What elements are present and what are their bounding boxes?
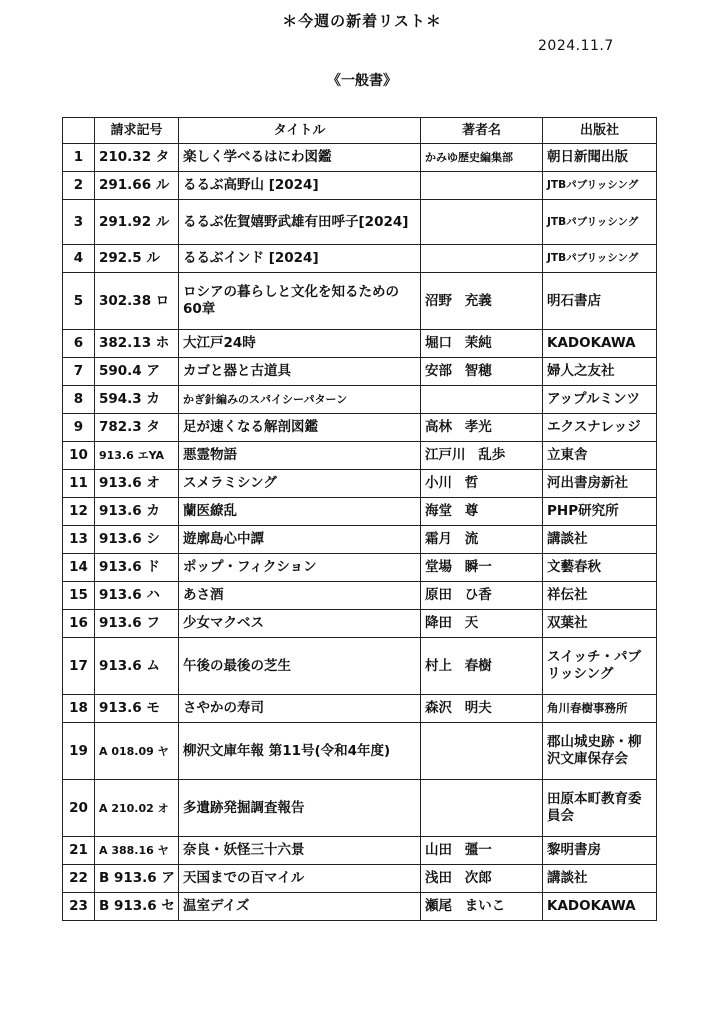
row-number: 19 <box>63 723 95 780</box>
call-number: 210.32 タ <box>95 144 179 172</box>
row-number: 8 <box>63 386 95 414</box>
table-row <box>63 893 657 921</box>
call-number: 913.6 エYA <box>95 442 179 470</box>
page-title: ＊今週の新着リスト＊ <box>282 12 442 30</box>
row-number: 10 <box>63 442 95 470</box>
row-number: 7 <box>63 358 95 386</box>
table-row <box>63 610 657 638</box>
author-name <box>421 245 543 273</box>
row-number: 6 <box>63 330 95 358</box>
call-number: A 018.09 ヤ <box>95 723 179 780</box>
column-header-publisher: 出版社 <box>543 118 657 144</box>
book-title: 悪霊物語 <box>179 442 421 470</box>
column-header-number <box>63 118 95 144</box>
author-name: 小川 哲 <box>421 470 543 498</box>
publisher-name: 角川春樹事務所 <box>543 695 657 723</box>
publisher-name: 文藝春秋 <box>543 554 657 582</box>
publisher-name: 黎明書房 <box>543 837 657 865</box>
book-title: 足が速くなる解剖図鑑 <box>179 414 421 442</box>
table-row <box>63 273 657 330</box>
publisher-name: 田原本町教育委員会 <box>543 780 657 837</box>
table-row <box>63 442 657 470</box>
publisher-name: 講談社 <box>543 865 657 893</box>
call-number: B 913.6 セ <box>95 893 179 921</box>
call-number: 291.92 ル <box>95 200 179 245</box>
column-header-call-number: 請求記号 <box>95 118 179 144</box>
column-header-title: タイトル <box>179 118 421 144</box>
author-name: かみゆ歴史編集部 <box>421 144 543 172</box>
publisher-name: PHP研究所 <box>543 498 657 526</box>
author-name: 沼野 充義 <box>421 273 543 330</box>
row-number: 17 <box>63 638 95 695</box>
book-title: 大江戸24時 <box>179 330 421 358</box>
table-row <box>63 144 657 172</box>
book-title: あさ酒 <box>179 582 421 610</box>
table-header-row <box>63 118 657 144</box>
publisher-name: 祥伝社 <box>543 582 657 610</box>
book-title: さやかの寿司 <box>179 695 421 723</box>
row-number: 2 <box>63 172 95 200</box>
row-number: 15 <box>63 582 95 610</box>
row-number: 18 <box>63 695 95 723</box>
call-number: 913.6 フ <box>95 610 179 638</box>
author-name <box>421 386 543 414</box>
table-row <box>63 695 657 723</box>
call-number: 913.6 シ <box>95 526 179 554</box>
row-number: 14 <box>63 554 95 582</box>
call-number: 292.5 ル <box>95 245 179 273</box>
row-number: 20 <box>63 780 95 837</box>
book-title: 柳沢文庫年報 第11号(令和4年度) <box>179 723 421 780</box>
book-title: 奈良・妖怪三十六景 <box>179 837 421 865</box>
author-name: 山田 彊一 <box>421 837 543 865</box>
row-number: 21 <box>63 837 95 865</box>
table-row <box>63 865 657 893</box>
author-name: 降田 天 <box>421 610 543 638</box>
book-title: 遊廓島心中譚 <box>179 526 421 554</box>
book-title: 楽しく学べるはにわ図鑑 <box>179 144 421 172</box>
call-number: 291.66 ル <box>95 172 179 200</box>
author-name: 海堂 尊 <box>421 498 543 526</box>
publisher-name: エクスナレッジ <box>543 414 657 442</box>
publisher-name: JTBパブリッシング <box>543 245 657 273</box>
book-title: 蘭医繚乱 <box>179 498 421 526</box>
call-number: 382.13 ホ <box>95 330 179 358</box>
call-number: 590.4 ア <box>95 358 179 386</box>
table-row <box>63 414 657 442</box>
author-name: 村上 春樹 <box>421 638 543 695</box>
call-number: B 913.6 ア <box>95 865 179 893</box>
author-name <box>421 723 543 780</box>
table-row <box>63 638 657 695</box>
section-subtitle: 《一般書》 <box>327 73 397 89</box>
table-row <box>63 723 657 780</box>
book-title: るるぶ佐賀嬉野武雄有田呼子[2024] <box>179 200 421 245</box>
list-date: 2024.11.7 <box>538 38 614 54</box>
publisher-name: 明石書店 <box>543 273 657 330</box>
publisher-name: 郡山城史跡・柳沢文庫保存会 <box>543 723 657 780</box>
author-name: 江戸川 乱歩 <box>421 442 543 470</box>
publisher-name: 河出書房新社 <box>543 470 657 498</box>
book-title: 温室デイズ <box>179 893 421 921</box>
author-name: 瀬尾 まいこ <box>421 893 543 921</box>
author-name <box>421 780 543 837</box>
table-row <box>63 386 657 414</box>
row-number: 12 <box>63 498 95 526</box>
call-number: 913.6 カ <box>95 498 179 526</box>
author-name: 高林 孝光 <box>421 414 543 442</box>
call-number: 913.6 オ <box>95 470 179 498</box>
row-number: 23 <box>63 893 95 921</box>
publisher-name: JTBパブリッシング <box>543 200 657 245</box>
row-number: 11 <box>63 470 95 498</box>
author-name: 堂場 瞬一 <box>421 554 543 582</box>
row-number: 4 <box>63 245 95 273</box>
call-number: 913.6 モ <box>95 695 179 723</box>
call-number: 913.6 ム <box>95 638 179 695</box>
table-row <box>63 780 657 837</box>
column-header-author: 著者名 <box>421 118 543 144</box>
author-name <box>421 200 543 245</box>
table-row <box>63 526 657 554</box>
table-row <box>63 498 657 526</box>
table-row <box>63 172 657 200</box>
book-title: ポップ・フィクション <box>179 554 421 582</box>
table-row <box>63 582 657 610</box>
book-title: 少女マクベス <box>179 610 421 638</box>
book-title: カゴと器と古道具 <box>179 358 421 386</box>
publisher-name: KADOKAWA <box>543 893 657 921</box>
call-number: 302.38 ロ <box>95 273 179 330</box>
author-name: 霜月 流 <box>421 526 543 554</box>
table-row <box>63 330 657 358</box>
author-name: 森沢 明夫 <box>421 695 543 723</box>
call-number: 782.3 タ <box>95 414 179 442</box>
row-number: 1 <box>63 144 95 172</box>
call-number: A 210.02 オ <box>95 780 179 837</box>
book-title: るるぶインド [2024] <box>179 245 421 273</box>
publisher-name: 朝日新聞出版 <box>543 144 657 172</box>
row-number: 22 <box>63 865 95 893</box>
table-row <box>63 200 657 245</box>
publisher-name: アップルミンツ <box>543 386 657 414</box>
book-title: 天国までの百マイル <box>179 865 421 893</box>
call-number: 913.6 ハ <box>95 582 179 610</box>
author-name: 堀口 茉純 <box>421 330 543 358</box>
publisher-name: 立東舎 <box>543 442 657 470</box>
author-name: 原田 ひ香 <box>421 582 543 610</box>
author-name <box>421 172 543 200</box>
publisher-name: 婦人之友社 <box>543 358 657 386</box>
call-number: 913.6 ド <box>95 554 179 582</box>
book-title: ロシアの暮らしと文化を知るための60章 <box>179 273 421 330</box>
new-arrivals-table <box>62 117 657 921</box>
table-row <box>63 245 657 273</box>
row-number: 16 <box>63 610 95 638</box>
row-number: 13 <box>63 526 95 554</box>
row-number: 9 <box>63 414 95 442</box>
book-title: スメラミシング <box>179 470 421 498</box>
row-number: 3 <box>63 200 95 245</box>
author-name: 安部 智穂 <box>421 358 543 386</box>
book-title: かぎ針編みのスパイシーパターン <box>179 386 421 414</box>
row-number: 5 <box>63 273 95 330</box>
book-title: 多遺跡発掘調査報告 <box>179 780 421 837</box>
call-number: 594.3 カ <box>95 386 179 414</box>
table-row <box>63 837 657 865</box>
table-row <box>63 470 657 498</box>
publisher-name: KADOKAWA <box>543 330 657 358</box>
table-row <box>63 358 657 386</box>
publisher-name: JTBパブリッシング <box>543 172 657 200</box>
publisher-name: 講談社 <box>543 526 657 554</box>
call-number: A 388.16 ヤ <box>95 837 179 865</box>
publisher-name: 双葉社 <box>543 610 657 638</box>
book-title: 午後の最後の芝生 <box>179 638 421 695</box>
author-name: 浅田 次郎 <box>421 865 543 893</box>
table-row <box>63 554 657 582</box>
book-title: るるぶ高野山 [2024] <box>179 172 421 200</box>
publisher-name: スイッチ・パブリッシング <box>543 638 657 695</box>
